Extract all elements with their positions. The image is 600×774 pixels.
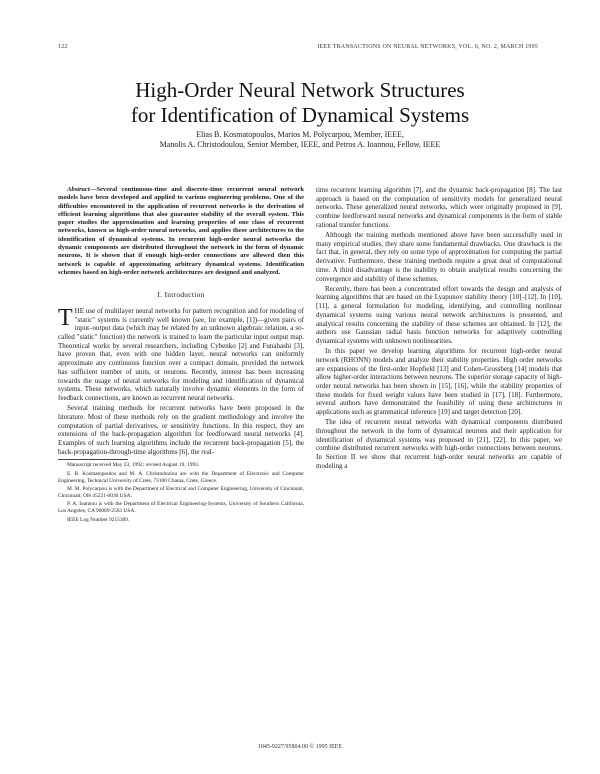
author-list bbox=[0, 130, 600, 150]
footnote-ieee-log: IEEE Log Number 9215389. bbox=[67, 516, 130, 523]
intro-paragraph-1 bbox=[58, 304, 304, 403]
title-line-2: for Identification of Dynamical Systems bbox=[130, 103, 470, 127]
section-heading-introduction: I. Introduction bbox=[157, 290, 205, 300]
right-paragraph-2: Although the training methods mentioned above have been successfully used in many empirical studies, they share some fundamental drawbacks. One drawback is the fact that, in general, they rely on some type of approximation for computing the partial derivative. Furthermore, these training methods require a great deal of computational time. A third disadvantage is the inability to obtain analytical results concerning the convergence and stability of these schemes. bbox=[316, 231, 562, 283]
page-number: 122 bbox=[58, 44, 68, 50]
footnote-affiliation-1: E. B. Kosmatopoulos and M. A. Christodoulou are with the Department of Electronic and Computer Engineering, Technical University of Crete, 73100 Chania, Crete, Greece. bbox=[58, 470, 304, 484]
footnote-affiliation-2: M. M. Polycarpou is with the Department of Electrical and Computer Engineering, University of Cincinnati, Cincinnati, OH 45221-0030 USA. bbox=[58, 486, 304, 500]
intro-paragraph-1-text: HE use of multilayer neural networks for pattern recognition and for modeling of "static" systems is currently well known (see, for example, [1])—given pairs of input–output data (which may be related by an unknown algebraic relation, a so-called "static" function) the network is trained to learn the particular input output map. Theoretical works by several researchers, including Cybenko [2] and Funahashi [3], have proven that, even with one hidden layer, neural networks can uniformly approximate any continuous function over a compact domain, provided the network has sufficient number of units, or neurons. Recently, interest has been increasing towards the usage of neural networks for modeling and identification of dynamical systems. These networks, which naturally involve dynamic elements in the form of feedback connections, are known as recurrent neural networks. bbox=[58, 306, 304, 402]
right-paragraph-3: Recently, there has been a concentrated effort towards the design and analysis of learning algorithms that are based on the Lyapunov stability theory [10]–[12]. In [10], [11], a general formulation for modeling, identifying, and controlling nonlinear dynamical systems using various neural network architectures is presented, and analytical results concerning the stability of these schemes are obtained. In [12], the authors use Gaussian radial basis function networks for adaptively controlling dynamical systems with unknown nonlinearities. bbox=[316, 284, 562, 345]
title-line-1: High-Order Neural Network Structures bbox=[135, 78, 465, 102]
running-header: IEEE TRANSACTIONS ON NEURAL NETWORKS, VOL. 6, NO. 2, MARCH 1995 bbox=[317, 44, 538, 50]
abstract-lead: Abstract— bbox=[67, 186, 97, 193]
authors-line-2: Manolis A. Christodoulou, Senior Member, IEEE, and Petros A. Ioannou, Fellow, IEEE bbox=[159, 140, 441, 149]
authors-line-1: Elias B. Kosmatopoulos, Marios M. Polycarpou, Member, IEEE, bbox=[196, 130, 404, 139]
intro-paragraph-2: Several training methods for recurrent networks have been proposed in the literature. Most of these methods rely on the gradient methodology and involve the computation of partial derivatives, or sensitivity functions. In this respect, they are extensions of the back-propagation algorithm for feedforward neural networks [4]. Examples of such learning algorithms include the recurrent back-propagation [5], the back-propagation-through-time algorithms [6], the real- bbox=[58, 404, 304, 456]
footnote-affiliation-3: P. A. Ioannou is with the Department of Electrical Engineering-Systems, University of Southern California, Los Angeles, CA 90089-2563 USA. bbox=[58, 501, 304, 515]
paper-title bbox=[0, 78, 600, 128]
copyright-footer: 1045-9227/95$04.00 © 1995 IEEE bbox=[257, 744, 343, 750]
right-column bbox=[316, 186, 562, 472]
left-column bbox=[58, 186, 304, 525]
footnote-received: Manuscript received May 23, 1992; revised August 19, 1993. bbox=[67, 462, 200, 469]
right-paragraph-1: time recurrent learning algorithm [7], and the dynamic back-propagation [8]. The last approach is based on the computation of sensitivity models for generalized neural networks. These generalized neural networks, which were originally proposed in [9], combine feedforward neural networks and dynamical components in the form of stable rational transfer functions. bbox=[316, 186, 562, 229]
footnote-rule bbox=[58, 459, 128, 460]
abstract bbox=[58, 186, 304, 277]
drop-cap: T bbox=[58, 304, 73, 331]
right-paragraph-4: In this paper we develop learning algorithms for recurrent high-order neural network (RHONN) models and analyze their stability properties. High order networks are expansions of the first-order Hopfield [13] and Cohen-Grossberg [14] models that allow higher-order interactions between neurons. The superior storage capacity of high-order neural networks has been shown in [15], [16], while the stability properties of these models for fixed weight values have been studied in [17], [18]. Furthermore, several authors have demonstrated the feasibility of using these architectures in applications such as grammatical inference [19] and target detection [20]. bbox=[316, 347, 562, 417]
right-paragraph-5: The idea of recurrent neural networks with dynamical components distributed throughout the network in the form of dynamical neurons and their application for identification of dynamical systems was proposed in [21], [22]. In this paper, we combine distributed recurrent networks with high-order connections between neurons. In Section II we show that recurrent high-order neural networks are capable of modeling a bbox=[316, 418, 562, 470]
abstract-text: Several continuous-time and discrete-time recurrent neural network models have been developed and applied to various engineering problems. One of the difficulties encountered in the application of recurrent networks is the derivation of efficient learning algorithms that also guarantee stability of the overall system. This paper studies the approximation and learning properties of one class of recurrent networks, known as high-order neural networks, and applies these architectures to the identification of dynamical systems. In recurrent high-order neural networks the dynamic components are distributed throughout the network in the form of dynamic neurons. It is shown that if enough high-order connections are allowed then this network is capable of approximating arbitrary dynamical systems. Identification schemes based on high-order network architectures are designed and analyzed. bbox=[58, 186, 304, 276]
